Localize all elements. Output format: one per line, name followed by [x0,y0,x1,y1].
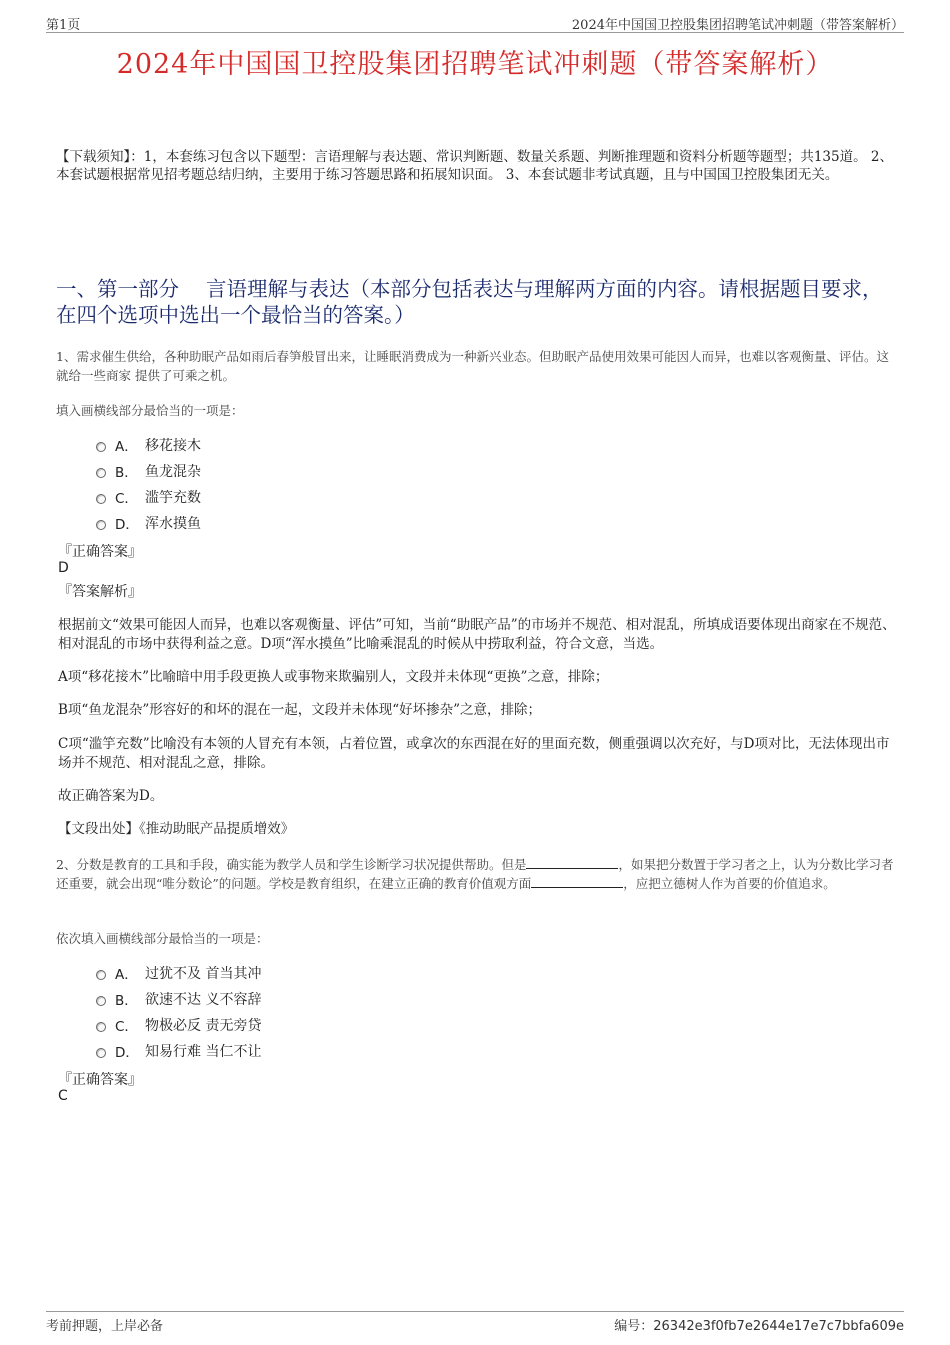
question-1-text: 1、需求催生供给，各种助眠产品如雨后春笋般冒出来，让睡眠消费成为一种新兴业态。但助眠产品使用效果可能因人而异，也难以客观衡量、评估。这就给一些商家 提供了可乘之机。 [56,349,889,383]
q2-option-b[interactable]: B． 欲速不达 义不容辞 [96,986,261,1012]
radio-icon[interactable] [96,468,106,478]
radio-icon[interactable] [96,494,106,504]
question-1-instruction: 填入画横线部分最恰当的一项是： [56,403,244,418]
radio-icon[interactable] [96,442,106,452]
question-1-options [96,432,201,536]
question-2-instruction: 依次填入画横线部分最恰当的一项是： [56,931,269,946]
q1-analysis-label: 『答案解析』 [58,584,142,600]
q1-option-d[interactable]: D． 浑水摸鱼 [96,510,201,536]
footer-slogan: 考前押题，上岸必备 [46,1319,164,1334]
q1-source: 【文段出处】《推动助眠产品提质增效》 [58,821,295,837]
page-number: 第1页 [46,18,81,33]
q2-option-d[interactable]: D． 知易行难 当仁不让 [96,1038,261,1064]
download-notice: 【下载须知】：1，本套练习包含以下题型：言语理解与表达题、常识判断题、数量关系题、判断推理题和资料分析题等题型；共135道。 2、本套试题根据常见招考题总结归纳，主要用于练习答题思路和拓展知识面。 3、本套试题非考试真题，且与中国国卫控股集团无关。 [56,149,893,183]
q2-option-c[interactable]: C． 物极必反 责无旁贷 [96,1012,261,1038]
radio-icon[interactable] [96,970,106,980]
answer-blank [531,876,623,888]
q1-analysis-para: B项“鱼龙混杂”形容好的和坏的混在一起，文段并未体现“好坏掺杂”之意，排除； [58,702,542,718]
q1-option-c[interactable]: C． 滥竽充数 [96,484,201,510]
answer-blank [526,857,618,869]
q1-answer: D [58,560,69,576]
q1-analysis-para: 故正确答案为D。 [58,788,164,804]
question-2-options [96,960,261,1064]
section-heading: 一、第一部分 言语理解与表达（本部分包括表达与理解两方面的内容。请根据题目要求，在四个选项中选出一个最恰当的答案。） [56,277,883,327]
q1-option-b[interactable]: B． 鱼龙混杂 [96,458,201,484]
radio-icon[interactable] [96,1048,106,1058]
page-header [46,14,904,33]
radio-icon[interactable] [96,520,106,530]
q1-option-a[interactable]: A． 移花接木 [96,432,201,458]
q1-analysis-para: A项“移花接木”比喻暗中用手段更换人或事物来欺骗别人，文段并未体现“更换”之意，排除； [58,669,609,685]
q2-answer: C [58,1088,68,1104]
header-doc-title: 2024年中国国卫控股集团招聘笔试冲刺题（带答案解析） [571,18,904,33]
q1-answer-label: 『正确答案』 [58,544,142,560]
q1-analysis-para: C项“滥竽充数”比喻没有本领的人冒充有本领，占着位置，或拿次的东西混在好的里面充数，侧重强调以次充好，与D项对比，无法体现出市场并不规范、相对混乱之意，排除。 [58,736,890,771]
question-2-text: 2、分数是教育的工具和手段，确实能为教学人员和学生诊断学习状况提供帮助。但是 ，如果把分数置于学习者之上，认为分数比学习者还重要，就会出现“唯分数论”的问题。学校是教育组织，在建立正确的教育价值观方面 ，应把立德树人作为首要的价值追求。 [56,857,894,891]
radio-icon[interactable] [96,996,106,1006]
q2-answer-label: 『正确答案』 [58,1072,142,1088]
q2-option-a[interactable]: A． 过犹不及 首当其冲 [96,960,261,986]
radio-icon[interactable] [96,1022,106,1032]
q1-analysis-para: 根据前文“效果可能因人而异，也难以客观衡量、评估”可知，当前“助眠产品”的市场并不规范、相对混乱，所填成语要体现出商家在不规范、相对混乱的市场中获得利益之意。D项“浑水摸鱼”比喻乘混乱的时候从中捞取利益，符合文意，当选。 [58,617,896,652]
footer-code: 编号：26342e3f0fb7e2644e17e7c7bbfa609e [614,1319,904,1334]
page-footer [46,1311,904,1332]
document-title: 2024年中国国卫控股集团招聘笔试冲刺题（带答案解析） [116,49,834,80]
